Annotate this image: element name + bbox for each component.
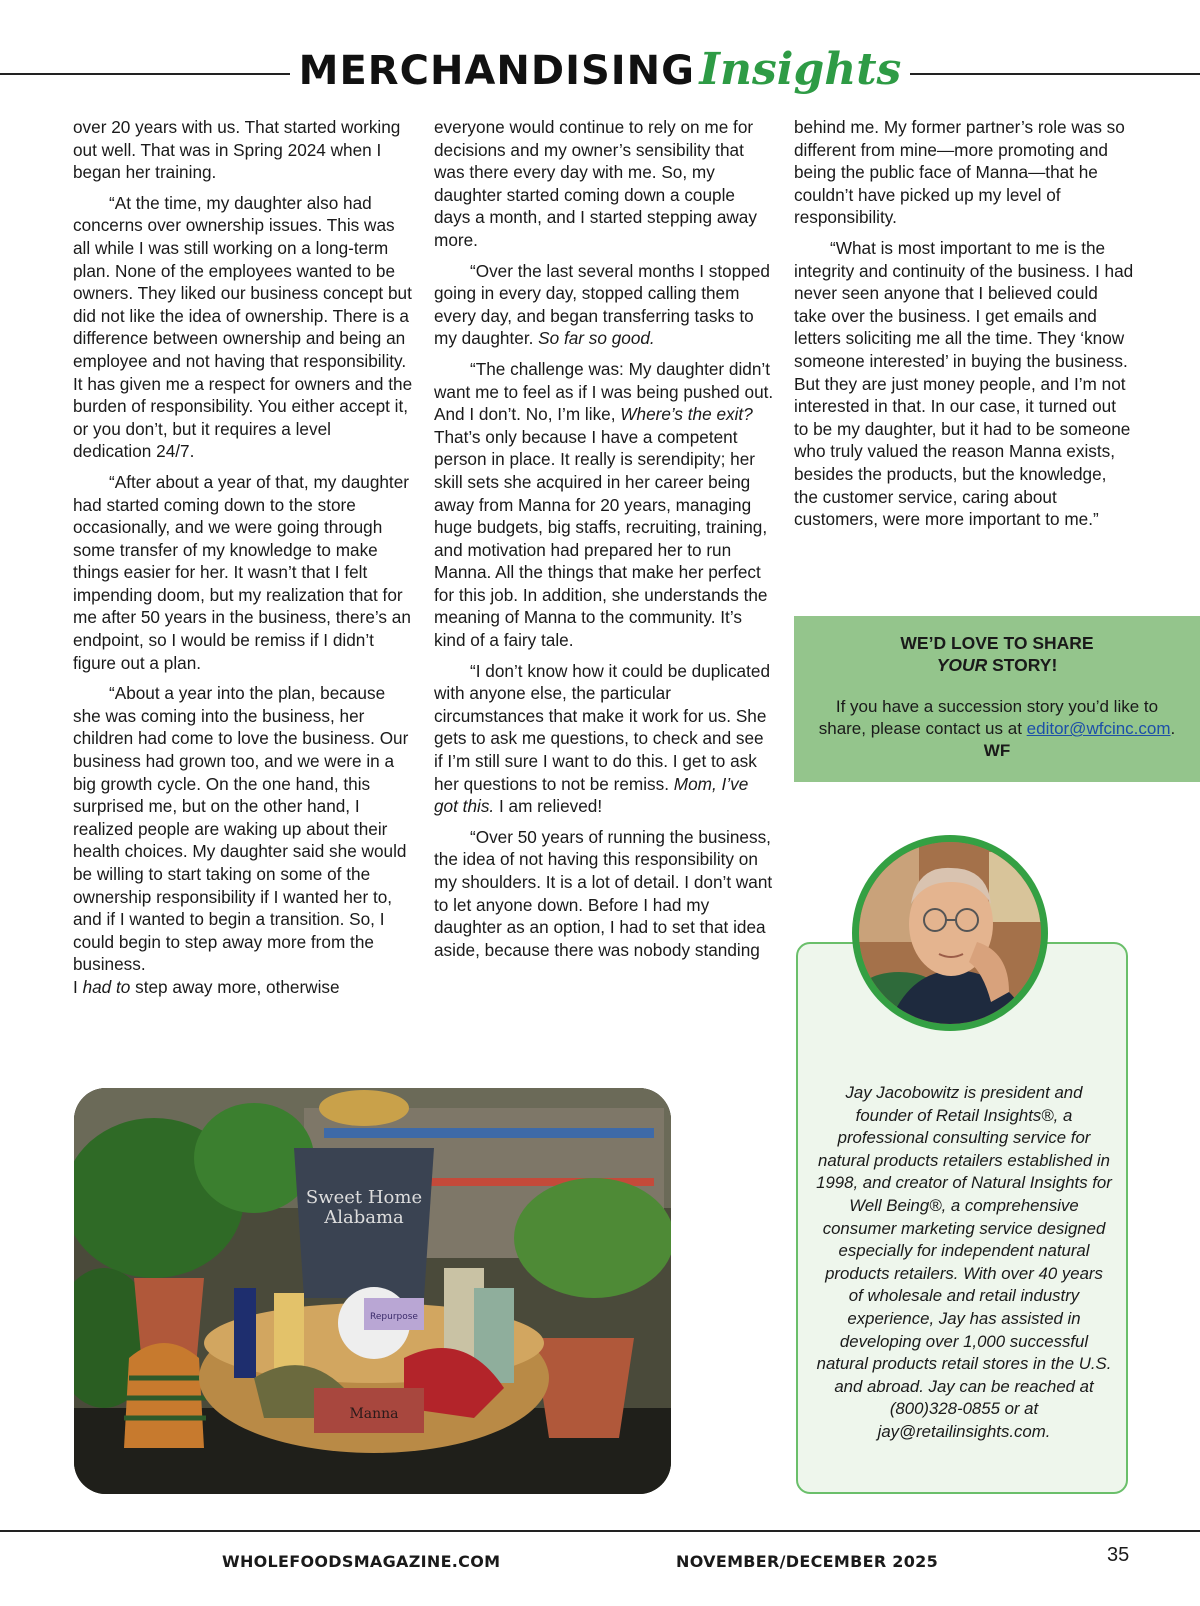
editor-email-link[interactable]: editor@wfcinc.com bbox=[1026, 719, 1171, 738]
paragraph-text: “The challenge was: My daughter didn’t want me to feel as if I was being pushed out. And I don’t. No, I’m like, bbox=[434, 358, 774, 425]
paragraph-text: “Over the last several months I stopped going in every day, stopped calling them every day, and began transferring tasks to my daughter. bbox=[434, 260, 770, 349]
paragraph bbox=[434, 660, 774, 818]
paragraph bbox=[434, 260, 774, 350]
paragraph: “After about a year of that, my daughter had started coming down to the store occasionally, and we were going through some transfer of my knowledge to make things easier for her. It wasn’t that I felt impending doom, but my realization that for me after 50 years in the business, there’s an endpoint, so I would be remiss if I didn’t figure out a plan. bbox=[73, 471, 411, 673]
author-portrait bbox=[852, 835, 1048, 1031]
shirt-text-line1: Sweet Home bbox=[305, 1187, 423, 1208]
section-title bbox=[0, 44, 1200, 95]
author-bio-text: Jay Jacobowitz is president and founder of Retail Insights®, a professional consulting service for natural products retailers established in 1998, and creator of Natural Insights for Well Being®, a comprehensive consumer marketing service designed especially for independent natural products retailers. With over 40 years of wholesale and retail industry experience, Jay has assisted in developing over 1,000 successful natural products retail stores in the U.S. and abroad. Jay can be reached at (800)328-0855 or at jay@retailinsights.com. bbox=[816, 1083, 1112, 1441]
paragraph: “At the time, my daughter also had concerns over ownership issues. This was all while I was still working on a long-term plan. None of the employees wanted to be owners. They liked our business concept but did not like the idea of ownership. There is a difference between ownership and being an employee and not having that responsibility. It has given me a respect for owners and the burden of responsibility. You either accept it, or you don’t, but it requires a level dedication 24/7. bbox=[73, 192, 413, 462]
article-column-1 bbox=[73, 116, 413, 999]
share-signoff: WF bbox=[983, 741, 1011, 760]
paragraph-text: “About a year into the plan, because she was coming into the business, her children had come to love the business. Our business had grown too, and we were in a big growth cycle. On the one hand, this surprised me, but on the other hand, I realized people are waking up about their health choices. My daughter said she would be willing to start taking on some of the ownership responsibility if I wanted her to, and if I wanted to begin a transition. So, I could begin to step away more from the business. bbox=[73, 683, 409, 975]
product-label-text: Repurpose bbox=[370, 1312, 418, 1322]
section-title-accent: Insights bbox=[699, 44, 902, 95]
share-story-heading bbox=[794, 632, 1200, 676]
paragraph-text: I am relieved! bbox=[494, 796, 603, 817]
footer-website: WHOLEFOODSMAGAZINE.COM bbox=[222, 1552, 501, 1571]
page-number: 35 bbox=[1107, 1544, 1130, 1566]
share-story-box bbox=[794, 616, 1200, 782]
emphasis-text: Mom, I’ve got this. bbox=[434, 773, 749, 817]
section-title-main: MERCHANDISING bbox=[298, 48, 695, 94]
paragraph-text: step away more, otherwise bbox=[130, 976, 340, 997]
footer-issue-date: NOVEMBER/DECEMBER 2025 bbox=[676, 1552, 939, 1571]
paragraph: over 20 years with us. That started working out well. That was in Spring 2024 when I began her training. bbox=[73, 117, 401, 183]
author-portrait-illustration bbox=[859, 842, 1041, 1024]
paragraph bbox=[434, 358, 774, 652]
paragraph-text: That’s only because I have a competent person in place. It really is serendipity; her skill sets she acquired in her career being away from Manna for 20 years, managing huge budgets, big staffs, recruiting, training, and motivation had prepared her to run Manna. All the things that make her perfect for this job. In addition, she understands the meaning of Manna to the community. It’s kind of a fairy tale. bbox=[434, 426, 768, 651]
article-column-2 bbox=[434, 116, 774, 969]
share-story-text: If you have a succession story you’d like to share, please contact us at bbox=[818, 697, 1159, 738]
share-heading-rest: STORY! bbox=[987, 655, 1058, 675]
share-heading-line1: WE’D LOVE TO SHARE bbox=[900, 633, 1094, 653]
shirt-text-line2: Alabama bbox=[324, 1207, 404, 1228]
share-story-body bbox=[818, 696, 1176, 762]
emphasis-text: So far so good. bbox=[538, 328, 655, 349]
shirt-label-text: Manna bbox=[349, 1406, 399, 1422]
paragraph-text: “I don’t know how it could be duplicated with anyone else, the particular circumstances that make it work for us. She gets to ask me questions, to check and see if I’m still sure I want to do this. I get to ask her questions to not be remiss. bbox=[434, 660, 771, 794]
share-heading-emphasis: YOUR bbox=[936, 655, 988, 675]
author-portrait-image bbox=[859, 842, 1041, 1024]
paragraph bbox=[73, 682, 413, 998]
share-after-link: . bbox=[1170, 719, 1176, 738]
article-column-3 bbox=[794, 116, 1134, 539]
gift-basket-illustration bbox=[74, 1088, 671, 1494]
emphasis-text: Where’s the exit? bbox=[620, 404, 753, 425]
paragraph: everyone would continue to rely on me for decisions and my owner’s sensibility that was there every day with me. So, my daughter started coming down a couple days a month, and I started stepping away more. bbox=[434, 117, 757, 250]
paragraph: “What is most important to me is the integrity and continuity of the business. I had never seen anyone that I believed could take over the business. I get emails and letters soliciting me all the time. They ‘know someone interested’ in buying the business. But they are just money people, and I’m not interested in that. In our case, it turned out to be my daughter, but it had to be someone who truly valued the reason Manna exists, besides the products, but the knowledge, the customer service, caring about customers, were more important to me.” bbox=[794, 237, 1134, 530]
paragraph-text: I bbox=[73, 976, 83, 997]
paragraph: “Over 50 years of running the business, the idea of not having this responsibility on my shoulders. It is a lot of detail. I don’t want to let anyone down. Before I had my daughter as an option, I had to set that idea aside, because there was nobody standing bbox=[434, 826, 773, 960]
gift-basket-photo bbox=[74, 1088, 671, 1494]
emphasis-text: had to bbox=[82, 976, 131, 997]
paragraph: behind me. My former partner’s role was so different from mine—more promoting and being the public face of Manna—that he couldn’t have picked up my level of responsibility. bbox=[794, 117, 1125, 228]
footer-rule bbox=[0, 1530, 1200, 1532]
